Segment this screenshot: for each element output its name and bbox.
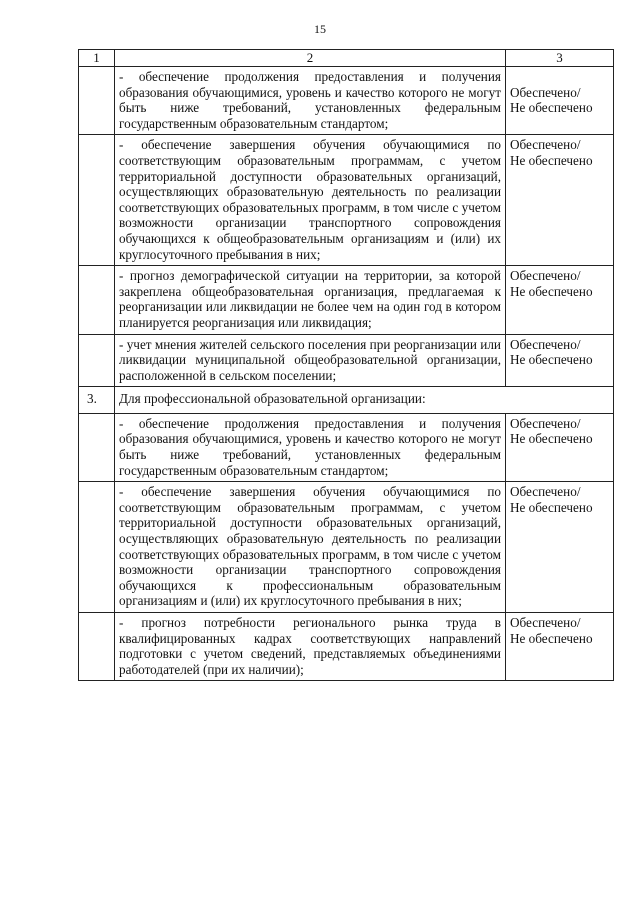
criterion-text: - прогноз потребности регионального рынка труда в квалифицированных кадрах соответствующих направлений подготовки с учетом сведений, представляемых объединениями работодателей (при их наличии);: [115, 613, 506, 681]
status-option-not-provided: Не обеспечено: [510, 352, 593, 368]
row-number-cell: [79, 413, 115, 481]
table-row: [79, 67, 614, 135]
column-header-1: 1: [79, 50, 115, 67]
status-option-provided: Обеспечено/: [510, 484, 581, 500]
table-row: [79, 266, 614, 334]
row-number-cell: [79, 482, 115, 613]
column-header-3: 3: [506, 50, 614, 67]
row-number-cell: [79, 135, 115, 266]
criterion-text: - учет мнения жителей сельского поселения при реорганизации или ликвидации муниципальной общеобразовательной организации, расположенной в сельском поселении;: [115, 334, 506, 387]
section-row: [79, 387, 614, 414]
table-row: [79, 413, 614, 481]
row-number-cell: [79, 266, 115, 334]
status-option-provided: Обеспечено/: [510, 84, 581, 100]
table-row: [79, 482, 614, 613]
table-row: [79, 334, 614, 387]
status-cell: [506, 135, 614, 266]
status-option-not-provided: Не обеспечено: [510, 431, 593, 447]
criterion-text: - обеспечение завершения обучения обучающимися по соответствующим образовательным программам, с учетом территориальной доступности образовательных организаций, осуществляющих образовательную деятельность по реализации соответствующих образовательных программ, в том числе с учетом возможности организации транспортного сопровождения обучающихся к общеобразовательным организациям и (или) их круглосуточного пребывания в них;: [115, 135, 506, 266]
status-option-provided: Обеспечено/: [510, 615, 581, 630]
status-option-not-provided: Не обеспечено: [510, 283, 593, 299]
status-cell: [506, 482, 614, 613]
status-option-provided: Обеспечено/: [510, 336, 581, 352]
column-header-2: 2: [115, 50, 506, 67]
status-cell: [506, 266, 614, 334]
table-header-row: [79, 50, 614, 67]
status-cell: [506, 334, 614, 387]
criterion-text: - обеспечение завершения обучения обучающимися по соответствующим образовательным программам, с учетом территориальной доступности образовательных организаций, осуществляющих образовательную деятельность по реализации соответствующих образовательных программ, в том числе с учетом возможности организации транспортного сопровождения обучающихся к профессиональным образовательным организациям и (или) их круглосуточного пребывания в них;: [115, 482, 506, 613]
status-option-not-provided: Не обеспечено: [510, 100, 593, 116]
row-number-cell: [79, 334, 115, 387]
page-number: 15: [314, 22, 326, 36]
criterion-text: - прогноз демографической ситуации на территории, за которой закреплена общеобразовательная организация, предлагаемая к реорганизации или ликвидации не более чем на один год в котором планируется реорганизация или ликвидация;: [115, 266, 506, 334]
table-row: [79, 613, 614, 681]
row-number-cell: [79, 67, 115, 135]
status-option-provided: Обеспечено/: [510, 415, 581, 431]
criteria-table: [78, 49, 614, 681]
status-cell: [506, 67, 614, 135]
status-option-not-provided: Не обеспечено: [510, 630, 593, 646]
row-number-cell: [79, 613, 115, 681]
criterion-text: - обеспечение продолжения предоставления и получения образования обучающимися, уровень и качество которого не могут быть ниже требований, установленных федеральным государственным образовательным стандартом;: [115, 67, 506, 135]
status-option-provided: Обеспечено/: [510, 268, 581, 284]
section-title: Для профессиональной образовательной организации:: [115, 387, 614, 414]
criterion-text: - обеспечение продолжения предоставления и получения образования обучающимися, уровень и качество которого не могут быть ниже требований, установленных федеральным государственным образовательным стандартом;: [115, 413, 506, 481]
status-option-not-provided: Не обеспечено: [510, 152, 593, 168]
section-number: 3.: [79, 387, 115, 414]
status-option-not-provided: Не обеспечено: [510, 499, 593, 515]
status-option-provided: Обеспечено/: [510, 137, 581, 153]
status-cell: [506, 613, 614, 681]
table-row: [79, 135, 614, 266]
status-cell: [506, 413, 614, 481]
